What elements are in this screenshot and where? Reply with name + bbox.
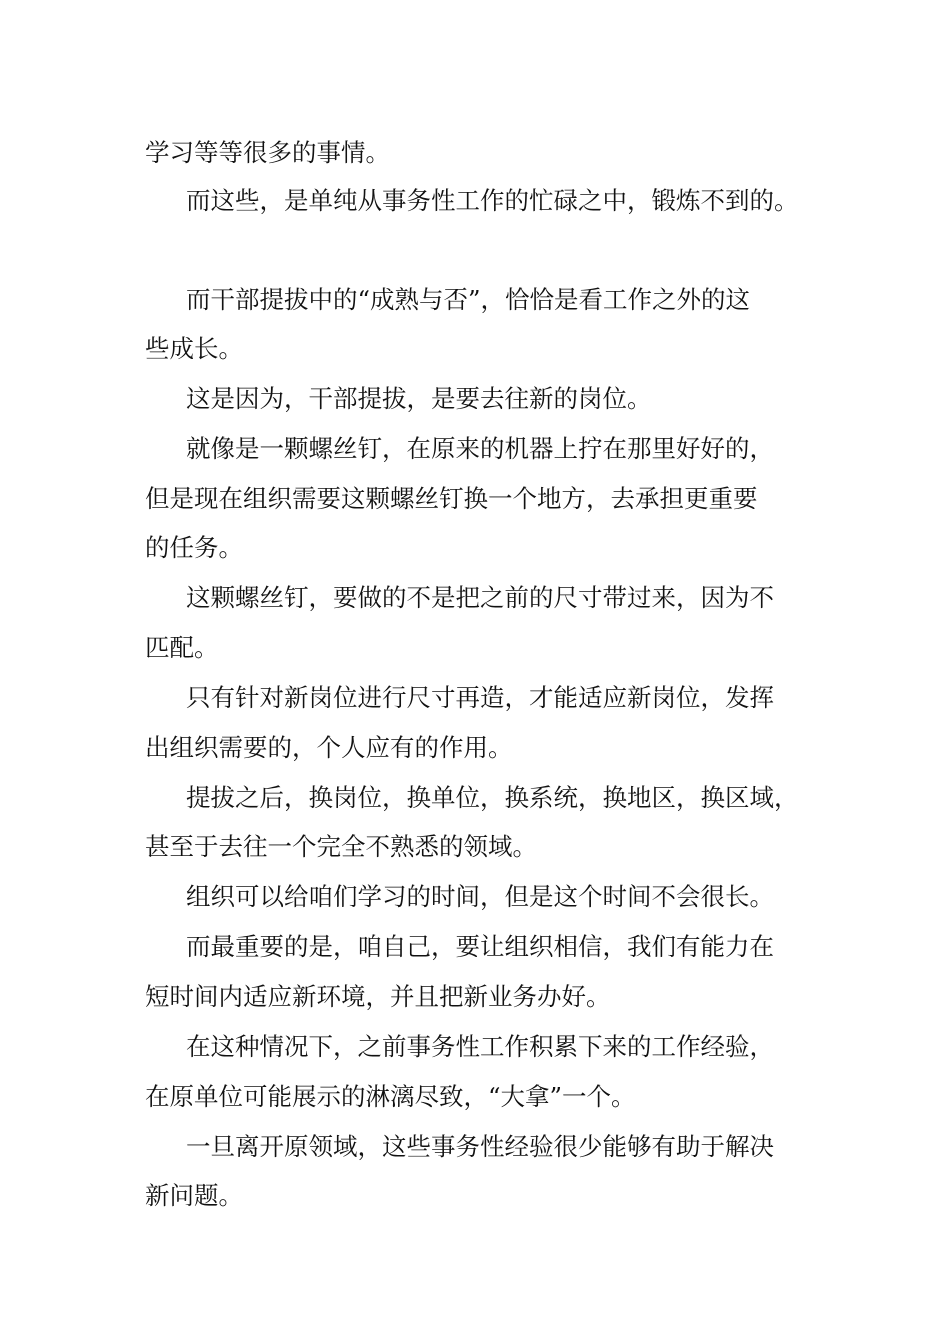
text-line: 匹配。 xyxy=(145,633,219,662)
text-line: 就像是一颗螺丝钉，在原来的机器上拧在那里好好的， xyxy=(186,434,774,463)
text-line: 而这些，是单纯从事务性工作的忙碌之中，锻炼不到的。 xyxy=(186,186,799,215)
text-line: 甚至于去往一个完全不熟悉的领域。 xyxy=(145,832,537,861)
text-line: 在原单位可能展示的淋漓尽致，“大拿”一个。 xyxy=(145,1082,636,1111)
text-line: 一旦离开原领域，这些事务性经验很少能够有助于解决 xyxy=(186,1132,774,1161)
text-line: 而最重要的是，咱自己，要让组织相信，我们有能力在 xyxy=(186,932,774,961)
text-line: 在这种情况下，之前事务性工作积累下来的工作经验， xyxy=(186,1032,774,1061)
text-line: 些成长。 xyxy=(145,334,243,363)
text-line: 提拔之后，换岗位，换单位，换系统，换地区，换区域， xyxy=(186,783,799,812)
text-line: 的任务。 xyxy=(145,533,243,562)
text-line: 而干部提拔中的“成熟与否”，恰恰是看工作之外的这 xyxy=(186,285,751,314)
text-line: 学习等等很多的事情。 xyxy=(145,138,390,167)
text-line: 新问题。 xyxy=(145,1181,243,1210)
text-line: 短时间内适应新环境，并且把新业务办好。 xyxy=(145,982,611,1011)
text-line: 这是因为，干部提拔，是要去往新的岗位。 xyxy=(186,384,652,413)
text-line: 这颗螺丝钉，要做的不是把之前的尺寸带过来，因为不 xyxy=(186,583,774,612)
text-line: 但是现在组织需要这颗螺丝钉换一个地方，去承担更重要 xyxy=(145,484,758,513)
text-line: 只有针对新岗位进行尺寸再造，才能适应新岗位，发挥 xyxy=(186,683,774,712)
text-line: 组织可以给咱们学习的时间，但是这个时间不会很长。 xyxy=(186,882,774,911)
text-line: 出组织需要的，个人应有的作用。 xyxy=(145,733,513,762)
